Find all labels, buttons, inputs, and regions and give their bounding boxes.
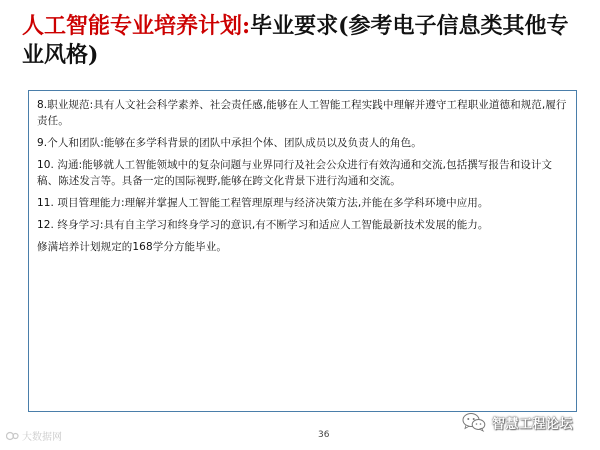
requirement-teamwork: 9.个人和团队:能够在多学科背景的团队中承担个体、团队成员以及负责人的角色。 — [37, 137, 422, 149]
source-watermark — [6, 428, 62, 443]
watermark-logo-icon — [6, 431, 19, 441]
slide-title-highlight: 人工智能专业培养计划: — [22, 13, 251, 39]
graduation-credits-note: 修满培养计划规定的168学分方能毕业。 — [37, 241, 227, 253]
requirement-communication: 10. 沟通:能够就人工智能领域中的复杂问题与业界同行及社会公众进行有效沟通和交流,包括撰写报告和设计文稿、陈述发言等。具备一定的国际视野,能够在跨文化背景下进行沟通和交流。 — [37, 159, 553, 187]
requirement-professional-ethics: 8.职业规范:具有人文社会科学素养、社会责任感,能够在人工智能工程实践中理解并遵守工程职业道德和规范,履行责任。 — [37, 99, 567, 127]
watermark-source-text: 大数据网 — [22, 432, 62, 443]
page-number: 36 — [318, 430, 330, 440]
slide-title — [22, 12, 587, 70]
wechat-icon — [462, 412, 486, 432]
wechat-account-name: 智慧工程论坛 — [492, 416, 574, 432]
wechat-account-mark — [462, 412, 573, 432]
requirements-box — [28, 90, 577, 412]
requirement-lifelong-learning: 12. 终身学习:具有自主学习和终身学习的意识,有不断学习和适应人工智能最新技术发展的能力。 — [37, 219, 489, 231]
slide-title-rest: 毕业要求(参考电子信息类其他专业风格) — [22, 13, 569, 68]
requirement-project-management: 11. 项目管理能力:理解并掌握人工智能工程管理原理与经济决策方法,并能在多学科环境中应用。 — [37, 197, 489, 209]
